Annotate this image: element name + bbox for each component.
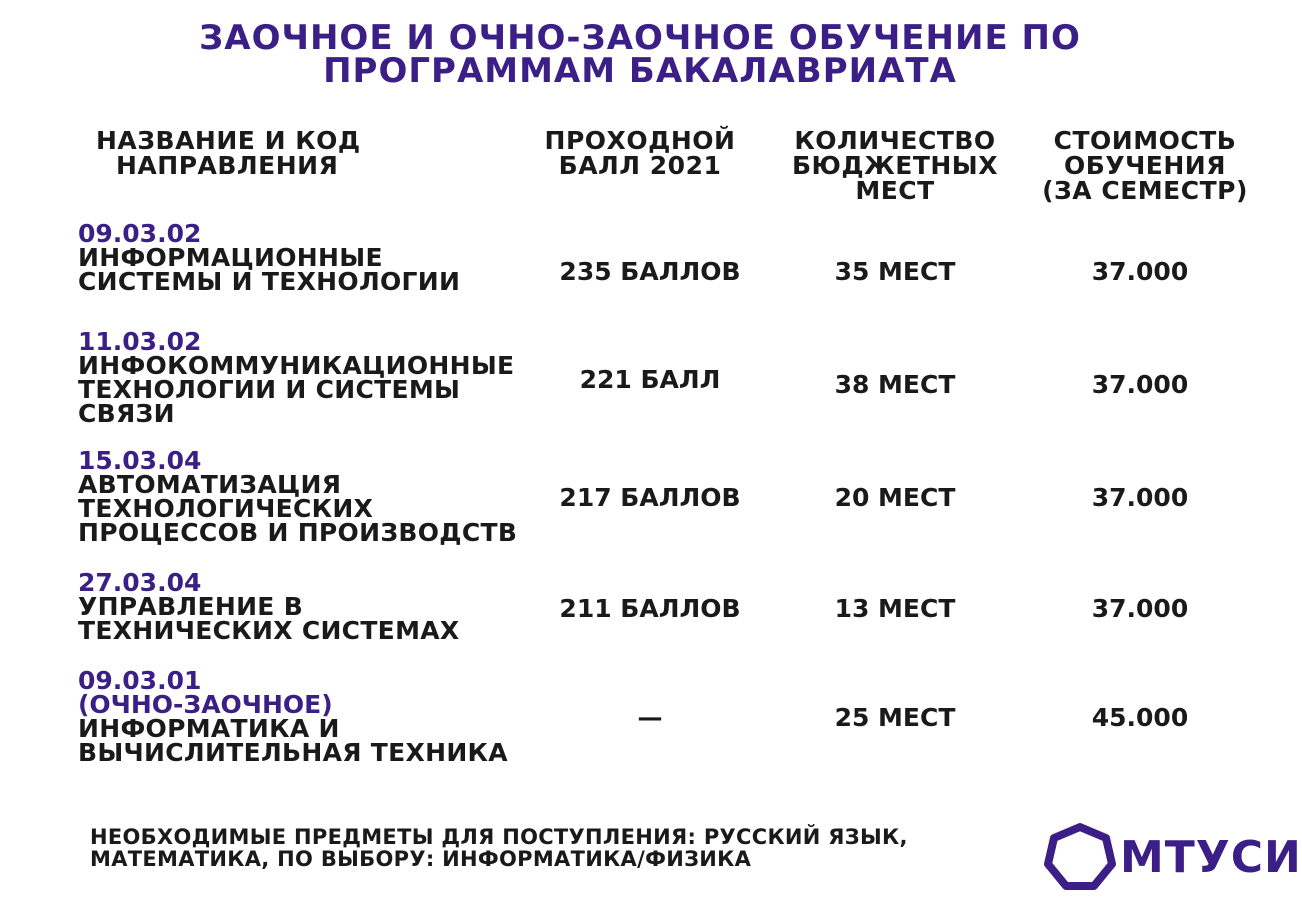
program-name-line: СВЯЗИ bbox=[78, 399, 175, 428]
table-row bbox=[78, 446, 518, 547]
header-score-line-1: ПРОХОДНОЙ bbox=[544, 126, 736, 155]
logo bbox=[1042, 822, 1302, 892]
header-cost-line-1: СТОИМОСТЬ bbox=[1053, 126, 1237, 155]
passing-score: 217 БАЛЛОВ bbox=[559, 483, 741, 512]
semester-cost: 37.000 bbox=[1091, 370, 1189, 399]
budget-places: 35 МЕСТ bbox=[834, 257, 956, 286]
passing-score: — bbox=[637, 703, 663, 732]
header-name bbox=[96, 128, 396, 178]
page-title bbox=[0, 18, 1280, 91]
program-name-line: ТЕХНОЛОГИЧЕСКИХ bbox=[78, 494, 374, 523]
program-code: 15.03.04 bbox=[78, 446, 202, 475]
program-name-line: ИНФОКОММУНИКАЦИОННЫЕ bbox=[78, 351, 515, 380]
table-row bbox=[78, 568, 460, 645]
program-code: 09.03.01 bbox=[78, 666, 202, 695]
program-name-line: ПРОЦЕССОВ И ПРОИЗВОДСТВ bbox=[78, 518, 518, 547]
program-form-note: (ОЧНО-ЗАОЧНОЕ) bbox=[78, 690, 333, 719]
program-name-line: УПРАВЛЕНИЕ В bbox=[78, 592, 304, 621]
header-score-line-2: БАЛЛ 2021 bbox=[558, 151, 722, 180]
passing-score: 221 БАЛЛ bbox=[579, 365, 721, 394]
program-name-line: СИСТЕМЫ И ТЕХНОЛОГИИ bbox=[78, 267, 461, 296]
program-name-line: ВЫЧИСЛИТЕЛЬНАЯ ТЕХНИКА bbox=[78, 738, 508, 767]
program-code: 11.03.02 bbox=[78, 327, 202, 356]
header-places bbox=[770, 128, 1020, 203]
semester-cost: 37.000 bbox=[1091, 483, 1189, 512]
header-name-line-1: НАЗВАНИЕ И КОД bbox=[96, 126, 361, 155]
header-score bbox=[520, 128, 760, 178]
budget-places: 38 МЕСТ bbox=[834, 370, 956, 399]
passing-score: 211 БАЛЛОВ bbox=[559, 594, 741, 623]
budget-places: 25 МЕСТ bbox=[834, 703, 956, 732]
semester-cost: 45.000 bbox=[1091, 703, 1189, 732]
program-name-line: ТЕХНИЧЕСКИХ СИСТЕМАХ bbox=[78, 616, 460, 645]
admission-subjects-line-1: НЕОБХОДИМЫЕ ПРЕДМЕТЫ ДЛЯ ПОСТУПЛЕНИЯ: РУССКИЙ ЯЗЫК, bbox=[90, 825, 908, 849]
table-row bbox=[78, 327, 515, 428]
logo-text: МТУСИ bbox=[1120, 832, 1302, 883]
header-places-line-1: КОЛИЧЕСТВО bbox=[794, 126, 996, 155]
passing-score: 235 БАЛЛОВ bbox=[559, 257, 741, 286]
admission-subjects-line-2: МАТЕМАТИКА, ПО ВЫБОРУ: ИНФОРМАТИКА/ФИЗИКА bbox=[90, 847, 752, 871]
header-cost bbox=[1030, 128, 1260, 203]
table-row bbox=[78, 219, 461, 296]
program-name-line: ТЕХНОЛОГИИ И СИСТЕМЫ bbox=[78, 375, 461, 404]
program-name-line: АВТОМАТИЗАЦИЯ bbox=[78, 470, 342, 499]
header-cost-line-3: (ЗА СЕМЕСТР) bbox=[1042, 176, 1248, 205]
heptagon-outline-icon bbox=[1042, 822, 1118, 892]
header-places-line-2: БЮДЖЕТНЫХ bbox=[791, 151, 998, 180]
program-code: 27.03.04 bbox=[78, 568, 202, 597]
header-places-line-3: МЕСТ bbox=[855, 176, 935, 205]
admission-subjects-note bbox=[90, 826, 990, 870]
budget-places: 13 МЕСТ bbox=[834, 594, 956, 623]
program-name-line: ИНФОРМАТИКА И bbox=[78, 714, 340, 743]
program-name-line: ИНФОРМАЦИОННЫЕ bbox=[78, 243, 383, 272]
semester-cost: 37.000 bbox=[1091, 257, 1189, 286]
budget-places: 20 МЕСТ bbox=[834, 483, 956, 512]
page-title-line-2: ПРОГРАММАМ БАКАЛАВРИАТА bbox=[323, 51, 957, 91]
header-name-line-2: НАПРАВЛЕНИЯ bbox=[116, 151, 339, 180]
page-title-line-1: ЗАОЧНОЕ И ОЧНО-ЗАОЧНОЕ ОБУЧЕНИЕ ПО bbox=[199, 18, 1081, 58]
table-row bbox=[78, 666, 508, 767]
program-code: 09.03.02 bbox=[78, 219, 202, 248]
semester-cost: 37.000 bbox=[1091, 594, 1189, 623]
header-cost-line-2: ОБУЧЕНИЯ bbox=[1064, 151, 1226, 180]
